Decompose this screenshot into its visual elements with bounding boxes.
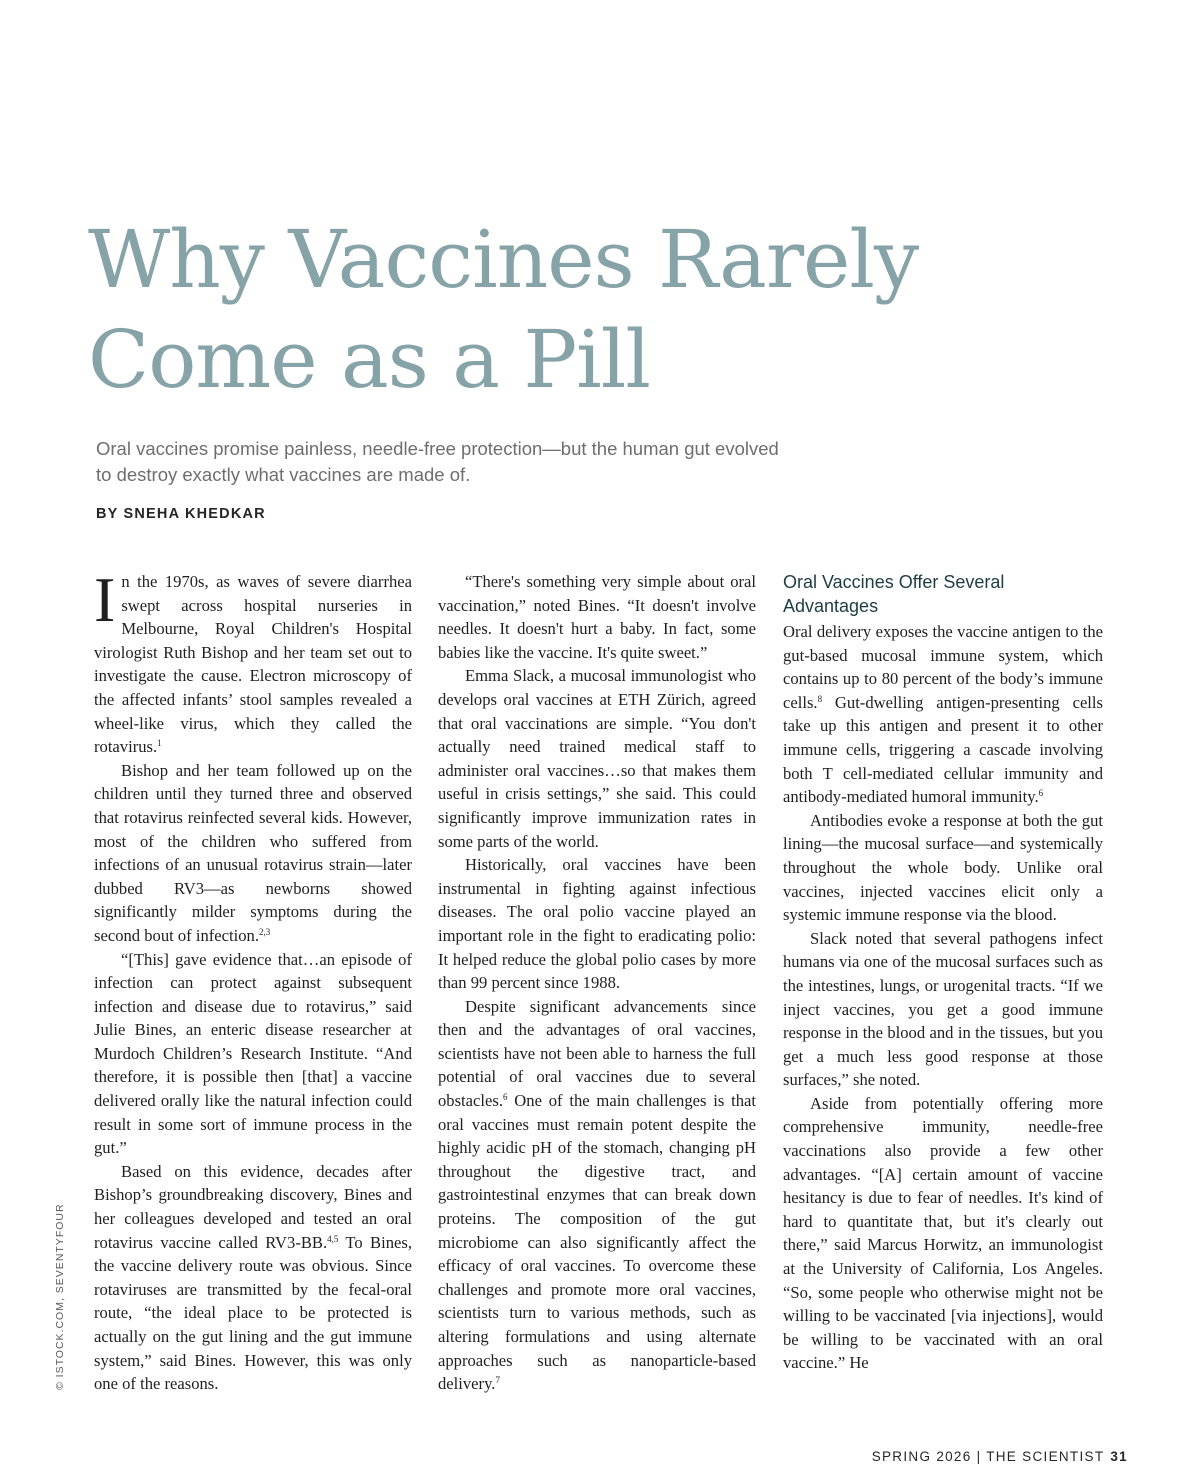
reference-marker: 4,5 xyxy=(327,1233,339,1244)
body-column-2 xyxy=(438,570,756,1396)
paragraph: “[This] gave evidence that…an episode of infection can protect against subsequent infection and disease due to rotavirus,” said Julie Bines, an enteric disease researcher at Murdoch Children’s Research Institute. “And therefore, it is possible then [that] a vaccine delivered orally like the natural infection could result in some sort of immune process in the gut.” xyxy=(94,949,412,1158)
section-subhead: Oral Vaccines Offer Several Advantages xyxy=(783,572,1005,616)
page-footer xyxy=(872,1449,1128,1464)
paragraph: Based on this evidence, decades after Bishop’s groundbreaking discovery, Bines and her colleagues developed and tested an oral rotavirus vaccine called RV3-BB.$^{4,5}$ To Bines, the vaccine delivery route was obvious. Since rotaviruses are transmitted by the fecal-oral route, “the ideal place to be protected is actually on the gut lining and the gut immune system,” said Bines. However, this was only one of the reasons. xyxy=(94,1161,413,1394)
paragraph: Emma Slack, a mucosal immunologist who develops oral vaccines at ETH Zürich, agreed that oral vaccinations are simple. “You don't actually need trained medical staff to administer oral vaccines…so that makes them useful in crisis settings,” she said. This could significantly improve immunization rates in some parts of the world. xyxy=(438,666,756,851)
paragraph: Aside from potentially offering more comprehensive immunity, needle-free vaccinations also provide a few other advantages. “[A] certain amount of vaccine hesitancy is due to fear of needles. It's kind of hard to quantitate that, but it's clearly out there,” said Marcus Horwitz, an immunologist at the University of California, Los Angeles. “So, some people who otherwise might not be willing to be vaccinated [via injections], would be willing to be vaccinated with an oral vaccine.” He xyxy=(783,1093,1103,1373)
headline-line-1: Why Vaccines Rarely xyxy=(88,213,919,306)
article-dek xyxy=(96,436,936,488)
reference-marker: 2,3 xyxy=(258,926,271,937)
photo-credit: © ISTOCK.COM, SEVENTYFOUR xyxy=(54,1203,66,1390)
reference-marker: 1 xyxy=(157,738,162,749)
page-number: 31 xyxy=(1110,1449,1128,1464)
paragraph: Oral delivery exposes the vaccine antigen to the gut-based mucosal immune system, which contains up to 80 percent of the body’s immune cells.$^8$ Gut-dwelling antigen-presenting cells take up this antigen and present it to other immune cells, triggering a cascade involving both T cell-mediated cellular immunity and antibody-mediated humoral immunity.$^6$ xyxy=(783,622,1103,807)
article-headline xyxy=(88,210,1148,410)
paragraph: Slack noted that several pathogens infect humans via one of the mucosal surfaces such as the intestines, lungs, or urogenital tracts. “If we inject vaccines, you get a good immune response in the blood and in the tissues, but you get a much less good response at those surfaces,” she noted. xyxy=(783,928,1103,1090)
paragraph: Bishop and her team followed up on the children until they turned three and observed that rotavirus reinfected several kids. However, most of the children who suffered from infections of an unusual rotavirus strain—later dubbed RV3—as newborns showed significantly milder symptoms during the second bout of infection.$^{2,3}$ xyxy=(94,760,412,945)
reference-marker: 6 xyxy=(502,1092,508,1103)
drop-cap: I xyxy=(94,564,116,635)
paragraph: In the 1970s, as waves of severe diarrhea swept across hospital nurseries in Melbourne, Royal Children's Hospital virologist Ruth Bishop and her team set out to investigate the cause. Electron microscopy of the affected infants’ stool samples revealed a wheel-like virus, which they called the rotavirus.$^1$ xyxy=(94,564,412,757)
body-column-3 xyxy=(783,570,1103,1375)
reference-marker: 6 xyxy=(1038,788,1044,799)
paragraph: “There's something very simple about oral vaccination,” noted Bines. “It doesn't involve needles. It doesn't hurt a baby. In fact, some babies like the vaccine. It's quite sweet.” xyxy=(438,572,756,662)
dek-line-2: to destroy exactly what vaccines are made of. xyxy=(96,464,471,485)
paragraph: Historically, oral vaccines have been instrumental in fighting against infectious diseases. The oral polio vaccine played an important role in the fight to eradicating polio: It helped reduce the global polio cases by more than 99 percent since 1988. xyxy=(438,855,756,993)
reference-marker: 8 xyxy=(817,693,823,704)
paragraph: Antibodies evoke a response at both the gut lining—the mucosal surface—and systemically throughout the whole body. Unlike oral vaccines, injected vaccines elicit only a systemic immune response via the blood. xyxy=(783,810,1103,925)
body-column-1 xyxy=(94,564,413,1396)
paragraph: Despite significant advancements since then and the advantages of oral vaccines, scientists have not been able to harness the full potential of oral vaccines due to several obstacles.$^6$ One of the main challenges is that oral vaccines must remain potent despite the highly acidic pH of the stomach, changing pH throughout the digestive tract, and gastrointestinal enzymes that can break down proteins. The composition of the gut microbiome can also significantly affect the efficacy of oral vaccines. To overcome these challenges and promote more oral vaccines, scientists turn to various methods, such as altering formulations and using alternate approaches such as nanoparticle-based delivery.$^7$ xyxy=(438,996,756,1394)
issue-label: SPRING 2026 | THE SCIENTIST xyxy=(871,1449,1105,1464)
dek-line-1: Oral vaccines promise painless, needle-free protection—but the human gut evolved xyxy=(96,438,779,459)
headline-line-2: Come as a Pill xyxy=(88,313,650,406)
reference-marker: 7 xyxy=(495,1375,500,1386)
byline: BY SNEHA KHEDKAR xyxy=(96,506,266,522)
